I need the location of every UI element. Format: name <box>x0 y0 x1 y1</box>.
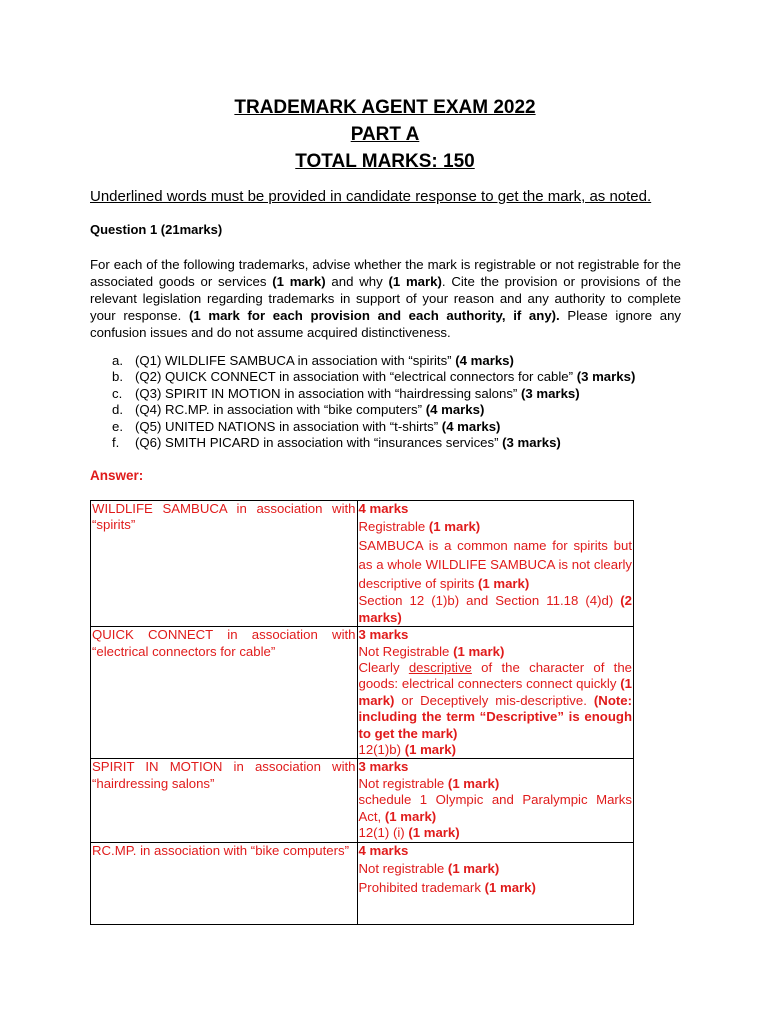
table-row <box>91 759 634 842</box>
list-letter: e. <box>112 418 123 434</box>
answer-line <box>359 878 633 897</box>
answer-bold: (2 marks) <box>358 593 632 625</box>
list-text: (Q4) RC.MP. in association with “bike computers” <box>135 402 426 418</box>
intro-bold-2: (1 mark) <box>388 274 442 289</box>
list-item <box>90 419 690 435</box>
answer-label: Answer: <box>90 468 144 483</box>
intro-text-3: . Cite the provision or provisions of the relevant legislation regarding trademarks in support of your reason and any authority to complete your response. <box>90 274 682 323</box>
answer-bold: (1 mark) <box>484 879 536 895</box>
list-text: (Q3) SPIRIT IN MOTION in association with “hairdressing salons” <box>135 385 521 401</box>
list-marks: (3 marks) <box>576 369 636 385</box>
intro-bold-3: (1 mark for each provision and each authority, if any). <box>188 308 560 323</box>
answer-marks: 4 marks <box>358 842 409 858</box>
answer-bold: (1 mark) <box>408 825 460 841</box>
intro-bold-1: (1 mark) <box>272 274 326 289</box>
answer-line <box>359 593 633 626</box>
list-item <box>90 369 690 385</box>
answer-question-cell: QUICK CONNECT in association with “electrical connectors for cable” <box>91 627 358 759</box>
answer-bold: (1 mark) <box>404 742 456 758</box>
answer-line <box>359 776 633 792</box>
answer-question-cell: SPIRIT IN MOTION in association with “hairdressing salons” <box>91 759 358 842</box>
answer-text: Prohibited trademark <box>358 879 485 895</box>
list-item <box>90 435 690 451</box>
list-text: (Q1) WILDLIFE SAMBUCA in association with “spirits” <box>135 353 456 368</box>
answer-text: of the character of the goods: electrical connecters connect quickly <box>358 660 633 692</box>
question-heading: Question 1 (21marks) <box>90 222 223 237</box>
answer-marks: 4 marks <box>358 501 409 516</box>
answer-table <box>90 500 634 925</box>
answer-detail-cell <box>357 627 634 759</box>
exam-title: TRADEMARK AGENT EXAM 2022 <box>234 97 536 118</box>
answer-text: Not registrable <box>358 860 448 876</box>
answer-bold: (1 mark) <box>447 860 500 876</box>
list-letter: c. <box>112 385 123 401</box>
list-text: (Q5) UNITED NATIONS in association with “t-shirts” <box>135 418 442 434</box>
answer-text: Not Registrable <box>358 643 454 659</box>
answer-line <box>359 742 633 758</box>
answer-text: Clearly <box>358 660 409 676</box>
answer-bold: (1 mark) <box>453 643 505 659</box>
answer-line <box>359 536 633 593</box>
list-letter: f. <box>112 435 120 451</box>
answer-line <box>359 517 633 536</box>
title-block <box>0 94 770 175</box>
question-list <box>90 353 690 451</box>
answer-detail-cell <box>357 501 634 627</box>
list-marks: (4 marks) <box>425 402 485 418</box>
answer-marks: 3 marks <box>358 627 409 643</box>
answer-question-cell: WILDLIFE SAMBUCA in association with “spirits” <box>91 501 358 627</box>
answer-text: Registrable <box>358 519 429 535</box>
answer-bold: (1 mark) <box>384 808 437 824</box>
answer-bold: (1 mark) <box>477 576 530 592</box>
list-text: (Q2) QUICK CONNECT in association with “electrical connectors for cable” <box>135 369 577 385</box>
list-marks: (4 marks) <box>455 353 514 368</box>
list-letter: d. <box>112 402 123 418</box>
table-row <box>91 627 634 759</box>
answer-detail-cell <box>357 842 634 924</box>
answer-detail-cell <box>357 759 634 842</box>
list-item <box>90 386 690 402</box>
answer-text: Section 12 (1)b) and Section 11.18 (4)d) <box>358 593 621 609</box>
answer-text: 12(1)b) <box>358 742 405 758</box>
list-letter: a. <box>112 353 123 368</box>
answer-marks: 3 marks <box>358 759 409 775</box>
list-text: (Q6) SMITH PICARD in association with “insurances services” <box>135 435 503 451</box>
answer-line <box>359 792 633 825</box>
list-marks: (3 marks) <box>520 385 580 401</box>
answer-bold: (1 mark) <box>447 775 500 791</box>
list-marks: (4 marks) <box>441 418 501 434</box>
answer-line <box>359 660 633 742</box>
intro-text-1: For each of the following trademarks, advise whether the mark is registrable or not registrable for the associated goods or services <box>90 257 681 289</box>
answer-note: (Note: including the term “Descriptive” is enough to get the mark) <box>358 692 632 741</box>
list-item <box>90 353 690 369</box>
question-intro <box>90 256 681 341</box>
part-title: PART A <box>350 124 420 145</box>
intro-text-2: and why <box>325 274 389 289</box>
answer-question-cell: RC.MP. in association with “bike computers” <box>91 842 358 924</box>
answer-line <box>359 825 633 841</box>
answer-line <box>359 644 633 660</box>
list-letter: b. <box>112 369 123 385</box>
table-row <box>91 501 634 627</box>
underline-note: Underlined words must be provided in candidate response to get the mark, as noted. <box>90 188 652 205</box>
answer-text: schedule 1 Olympic and Paralympic Marks Act, <box>358 792 632 824</box>
answer-text: or Deceptively mis-descriptive. <box>394 692 594 708</box>
list-marks: (3 marks) <box>502 435 561 451</box>
intro-text-4: Please ignore any confusion issues and do not assume acquired distinctiveness. <box>90 308 681 340</box>
answer-line <box>359 859 633 878</box>
answer-text: 12(1) (i) <box>358 825 409 841</box>
answer-text: Not registrable <box>358 775 448 791</box>
total-marks-title: TOTAL MARKS: 150 <box>295 151 475 172</box>
table-row <box>91 842 634 924</box>
answer-text: SAMBUCA is a common name for spirits but as a whole WILDLIFE SAMBUCA is not clearly descriptive of spirits <box>358 538 632 592</box>
answer-bold: (1 mark) <box>358 676 632 708</box>
answer-bold: (1 mark) <box>428 519 481 535</box>
list-item <box>90 402 690 418</box>
answer-underlined: descriptive <box>408 660 472 676</box>
